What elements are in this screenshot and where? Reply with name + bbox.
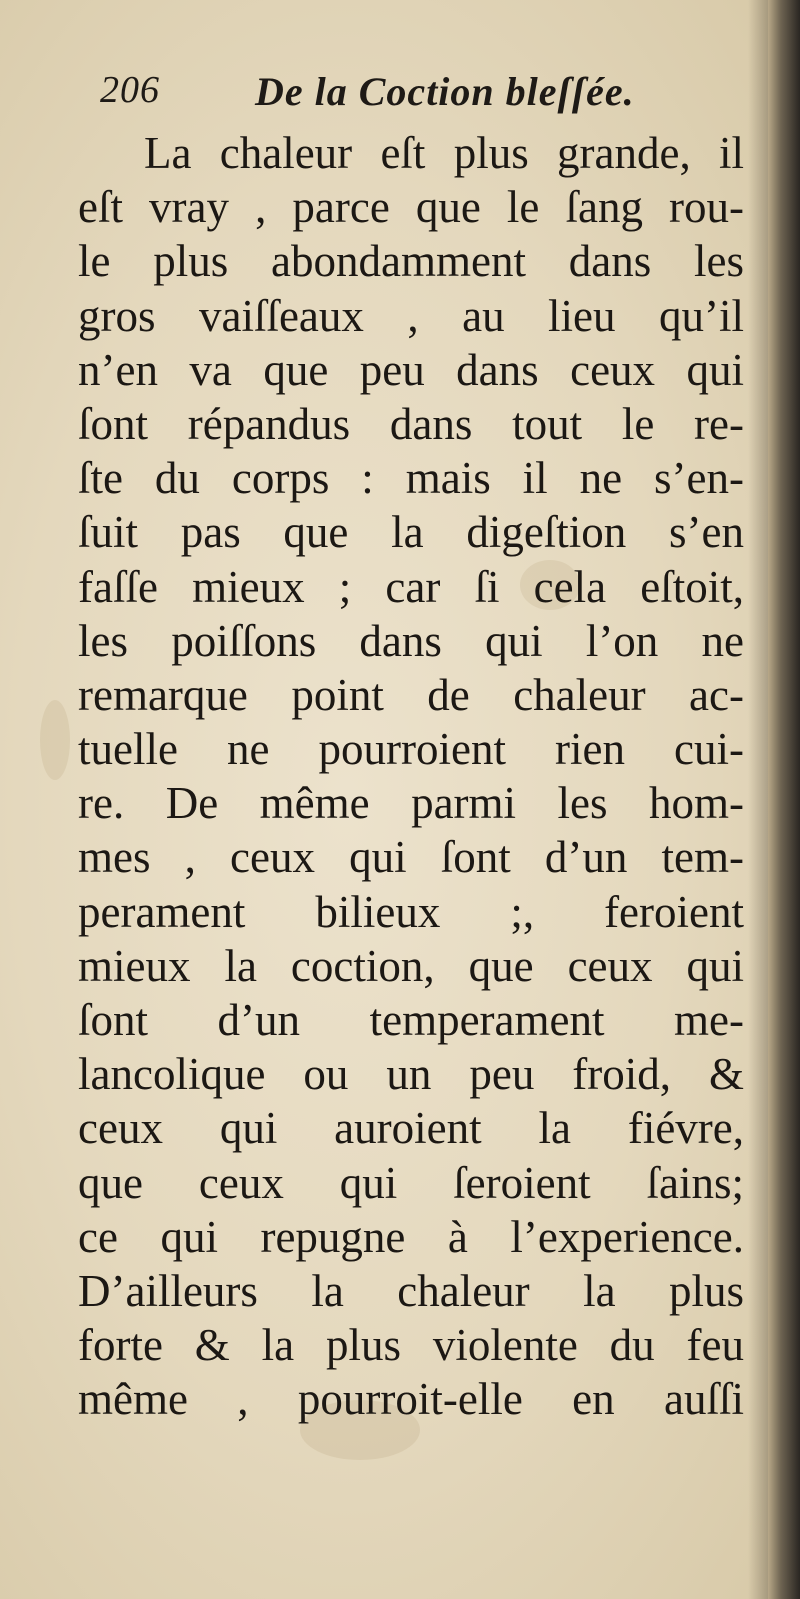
text-line: même , pourroit-elle en auſſi	[78, 1374, 744, 1425]
text-line: La chaleur eſt plus grande, il	[144, 128, 744, 178]
text-line: forte & la plus violente du feu	[78, 1320, 744, 1371]
text-line: tuelle ne pourroient rien cui-	[78, 724, 744, 775]
text-line: remarque point de chaleur ac-	[78, 669, 744, 720]
page-header	[100, 68, 720, 128]
text-line: ceux qui auroient la fiévre,	[78, 1103, 744, 1154]
text-line: mieux la coction, que ceux qui	[78, 940, 744, 991]
text-line: perament bilieux ;, feroient	[78, 886, 744, 937]
text-line: eſt vray , parce que le ſang rou-	[78, 182, 744, 233]
text-line: D’ailleurs la chaleur la plus	[78, 1265, 744, 1316]
text-line: ſont d’un temperament me-	[78, 995, 744, 1045]
text-line: ce qui repugne à l’experience.	[78, 1211, 744, 1262]
page-shadow	[748, 0, 768, 1599]
text-line: gros vaiſſeaux , au lieu qu’il	[78, 290, 744, 341]
text-line: ſont répandus dans tout le re-	[78, 398, 744, 449]
text-line: ſuit pas que la digeſtion s’en	[78, 507, 744, 558]
running-title: De la Coction bleſſée.	[255, 69, 635, 114]
text-line: que ceux qui ſeroient ſains;	[78, 1157, 744, 1208]
text-line: n’en va que peu dans ceux qui	[78, 344, 744, 395]
book-gutter	[768, 0, 800, 1599]
text-line: le plus abondamment dans les	[78, 236, 744, 287]
text-line: faſſe mieux ; car ſi cela eſtoit,	[78, 561, 744, 612]
body-text	[78, 126, 744, 1427]
text-line: ſte du corps : mais il ne s’en-	[78, 453, 744, 504]
text-line: mes , ceux qui ſont d’un tem-	[78, 832, 744, 883]
text-line: lancolique ou un peu froid, &	[78, 1049, 744, 1100]
text-line: les poiſſons dans qui l’on ne	[78, 615, 744, 666]
page-number: 206	[100, 69, 160, 111]
paper-stain	[40, 700, 70, 780]
text-line: re. De même parmi les hom-	[78, 778, 744, 829]
